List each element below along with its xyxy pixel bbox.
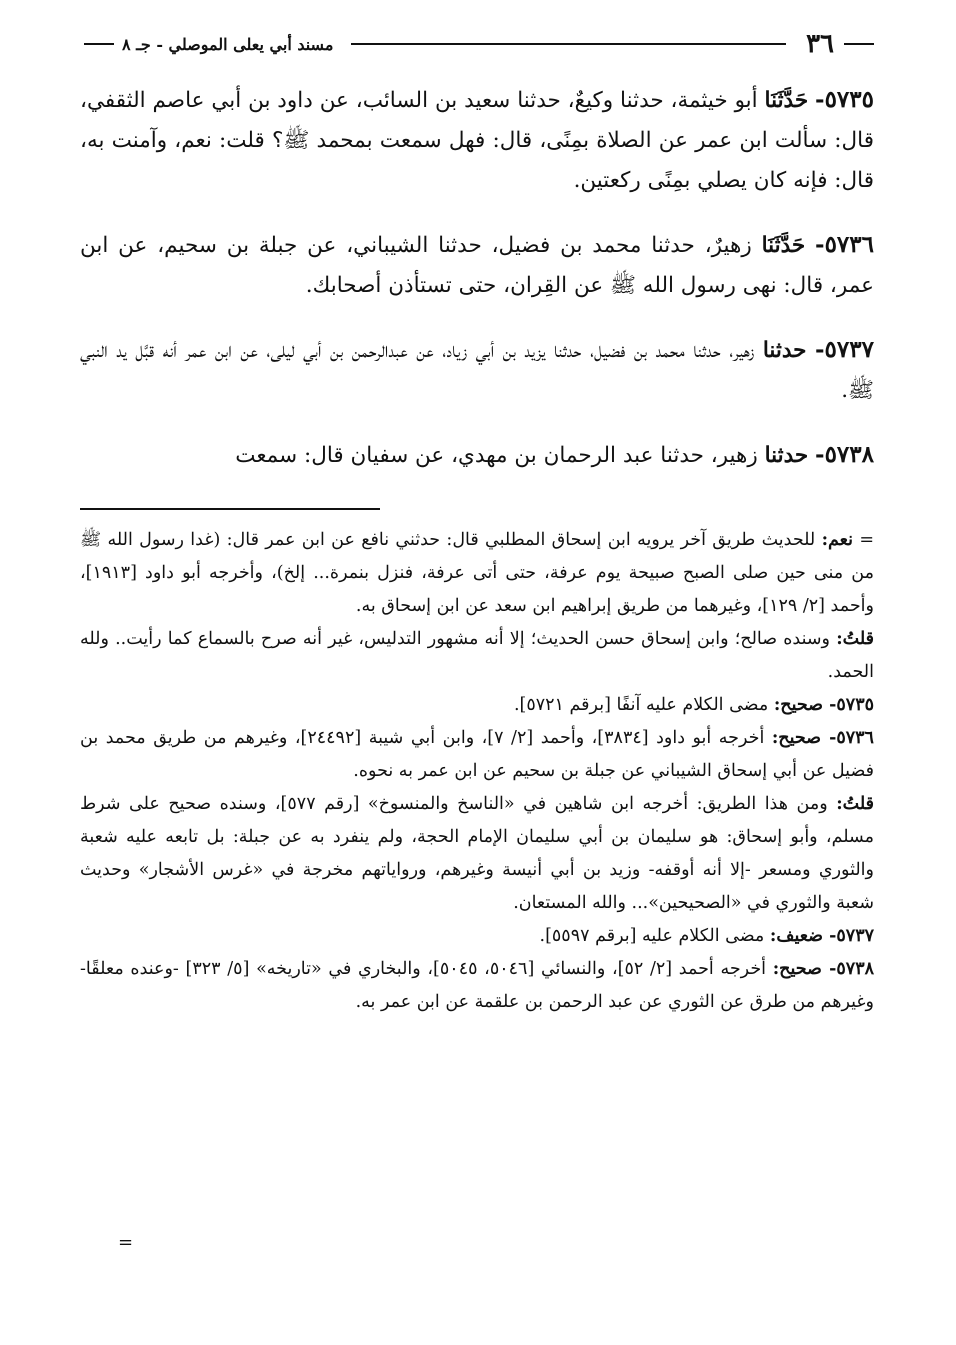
hadith-lead: حَدَّثَنَا xyxy=(761,233,806,258)
footnote-text: للحديث طريق آخر يرويه ابن إسحاق المطلبي قال: حدثني نافع عن ابن عمر قال: (غدا رسول الله ﷺ من منى حين صلى الصبح صبيحة يوم عرفة، حتى أتى عرفة، فنزل بنمرة... إلخ)، وأخرجه أبو داود [١٩١٣]، وأحمد [٢/ ١٢٩]، وغيرهما من طريق إبراهيم ابن سعد عن ابن إسحاق به. xyxy=(80,530,874,616)
hadith-number: ٥٧٣٥- xyxy=(815,86,874,113)
hadith-5736 xyxy=(80,225,874,306)
continuation-mark: = xyxy=(118,1232,134,1253)
hadith-5735 xyxy=(80,80,874,201)
footnotes xyxy=(80,524,874,1019)
footnote-text: أخرجه أحمد [٢/ ٥٢]، والنسائي [٥٠٤٦، ٥٠٤٥]، والبخاري في «تاريخه» [٥/ ٣٢٣] -وعنده معلقًا- وغيرهم من طرق عن الثوري عن عبد الرحمن بن علقمة عن ابن عمر به. xyxy=(80,959,874,1012)
footnote-text: ومن هذا الطريق: أخرجه ابن شاهين في «الناسخ والمنسوخ» [رقم ٥٧٧]، وسنده صحيح على شرط مسلم، وأبو إسحاق: هو سليمان بن أبي سليمان الإمام الحجة، ولم ينفرد به عن جبلة: بل تابعه عليه شعبة والثوري ومسعر -إلا أنه أوقفه- وزيد بن أبي أنيسة وغيرهم، ورواياتهم مخرجة في «غرس الأشجار» وحديث شعبة والثوري في «الصحيحين»... والله المستعان. xyxy=(80,794,874,913)
hadith-5737 xyxy=(80,330,874,411)
footnote-label: قلتُ: xyxy=(836,629,874,649)
footnote-label: ٥٧٣٦- صحيح: xyxy=(771,728,874,748)
footnote-text: مضى الكلام عليه [برقم ٥٥٩٧]. xyxy=(539,926,765,946)
footnote-continued xyxy=(80,524,874,623)
footnote-qult-1 xyxy=(80,623,874,689)
page-number: ٣٦ xyxy=(806,29,834,59)
hadith-lead: حدثنا xyxy=(764,443,809,468)
footnote-label: ٥٧٣٥- صحيح: xyxy=(773,695,874,715)
header-dash-right xyxy=(844,43,874,45)
footnote-5736 xyxy=(80,722,874,788)
hadith-text: زهير، حدثنا محمد بن فضيل، حدثنا يزيد بن أبي زياد، عن عبدالرحمن بن أبي ليلى، عن ابن عمر أنه قبَّل يد النبي ﷺ. xyxy=(80,338,874,403)
footnote-qult-2 xyxy=(80,788,874,920)
footnote-text: أخرجه أبو داود [٣٨٣٤]، وأحمد [٢/ ٧]، وابن أبي شيبة [٢٤٤٩٢]، وغيرهم من طريق محمد بن فضيل عن أبي إسحاق الشيباني عن جبلة بن سحيم عن ابن عمر به نحوه. xyxy=(80,728,874,781)
hadith-text: زهيرٌ، حدثنا محمد بن فضيل، حدثنا الشيباني، عن جبلة بن سحيم، عن ابن عمر، قال: نهى رسول الله ﷺ عن القِران، حتى تستأذن أصحابك. xyxy=(80,233,874,298)
header-dash-left xyxy=(84,43,114,45)
hadith-5738 xyxy=(80,435,874,476)
continuation-prefix: = xyxy=(859,530,874,550)
footnote-label: ٥٧٣٨- صحيح: xyxy=(772,959,874,979)
hadith-text: زهير، حدثنا عبد الرحمان بن مهدي، عن سفيان قال: سمعت xyxy=(235,443,758,468)
hadith-number: ٥٧٣٧- xyxy=(815,336,874,363)
footnote-5738 xyxy=(80,953,874,1019)
hadith-number: ٥٧٣٨- xyxy=(815,441,874,468)
header-rule xyxy=(351,43,786,45)
footnote-label: نعم: xyxy=(821,530,853,550)
footnote-separator xyxy=(80,508,380,510)
footnote-5737 xyxy=(80,920,874,953)
footnote-5735 xyxy=(80,689,874,722)
footnote-label: ٥٧٣٧- ضعيف: xyxy=(769,926,874,946)
main-text xyxy=(80,80,874,476)
book-title: مسند أبي يعلى الموصلي - جـ ٨ xyxy=(122,34,334,54)
hadith-lead: حَدَّثَنَا xyxy=(764,88,809,113)
footnote-label: قلتُ: xyxy=(836,794,874,814)
running-header xyxy=(84,26,874,62)
hadith-text: أبو خيثمة، حدثنا وكيعٌ، حدثنا سعيد بن السائب، عن داود بن أبي عاصم الثقفي، قال: سألت ابن عمر عن الصلاة بمِنًى، قال: فهل سمعت بمحمد ﷺ؟ قلت: نعم، وآمنت به، قال: فإنه كان يصلي بمِنًى ركعتين. xyxy=(80,88,874,193)
hadith-lead: حدثنا xyxy=(762,338,807,363)
footnote-text: وسنده صالح؛ وابن إسحاق حسن الحديث؛ إلا أنه مشهور التدليس، غير أنه صرح بالسماع كما رأيت.. ولله الحمد. xyxy=(80,629,874,682)
footnote-text: مضى الكلام عليه آنفًا [برقم ٥٧٢١]. xyxy=(513,695,769,715)
hadith-number: ٥٧٣٦- xyxy=(815,231,874,258)
